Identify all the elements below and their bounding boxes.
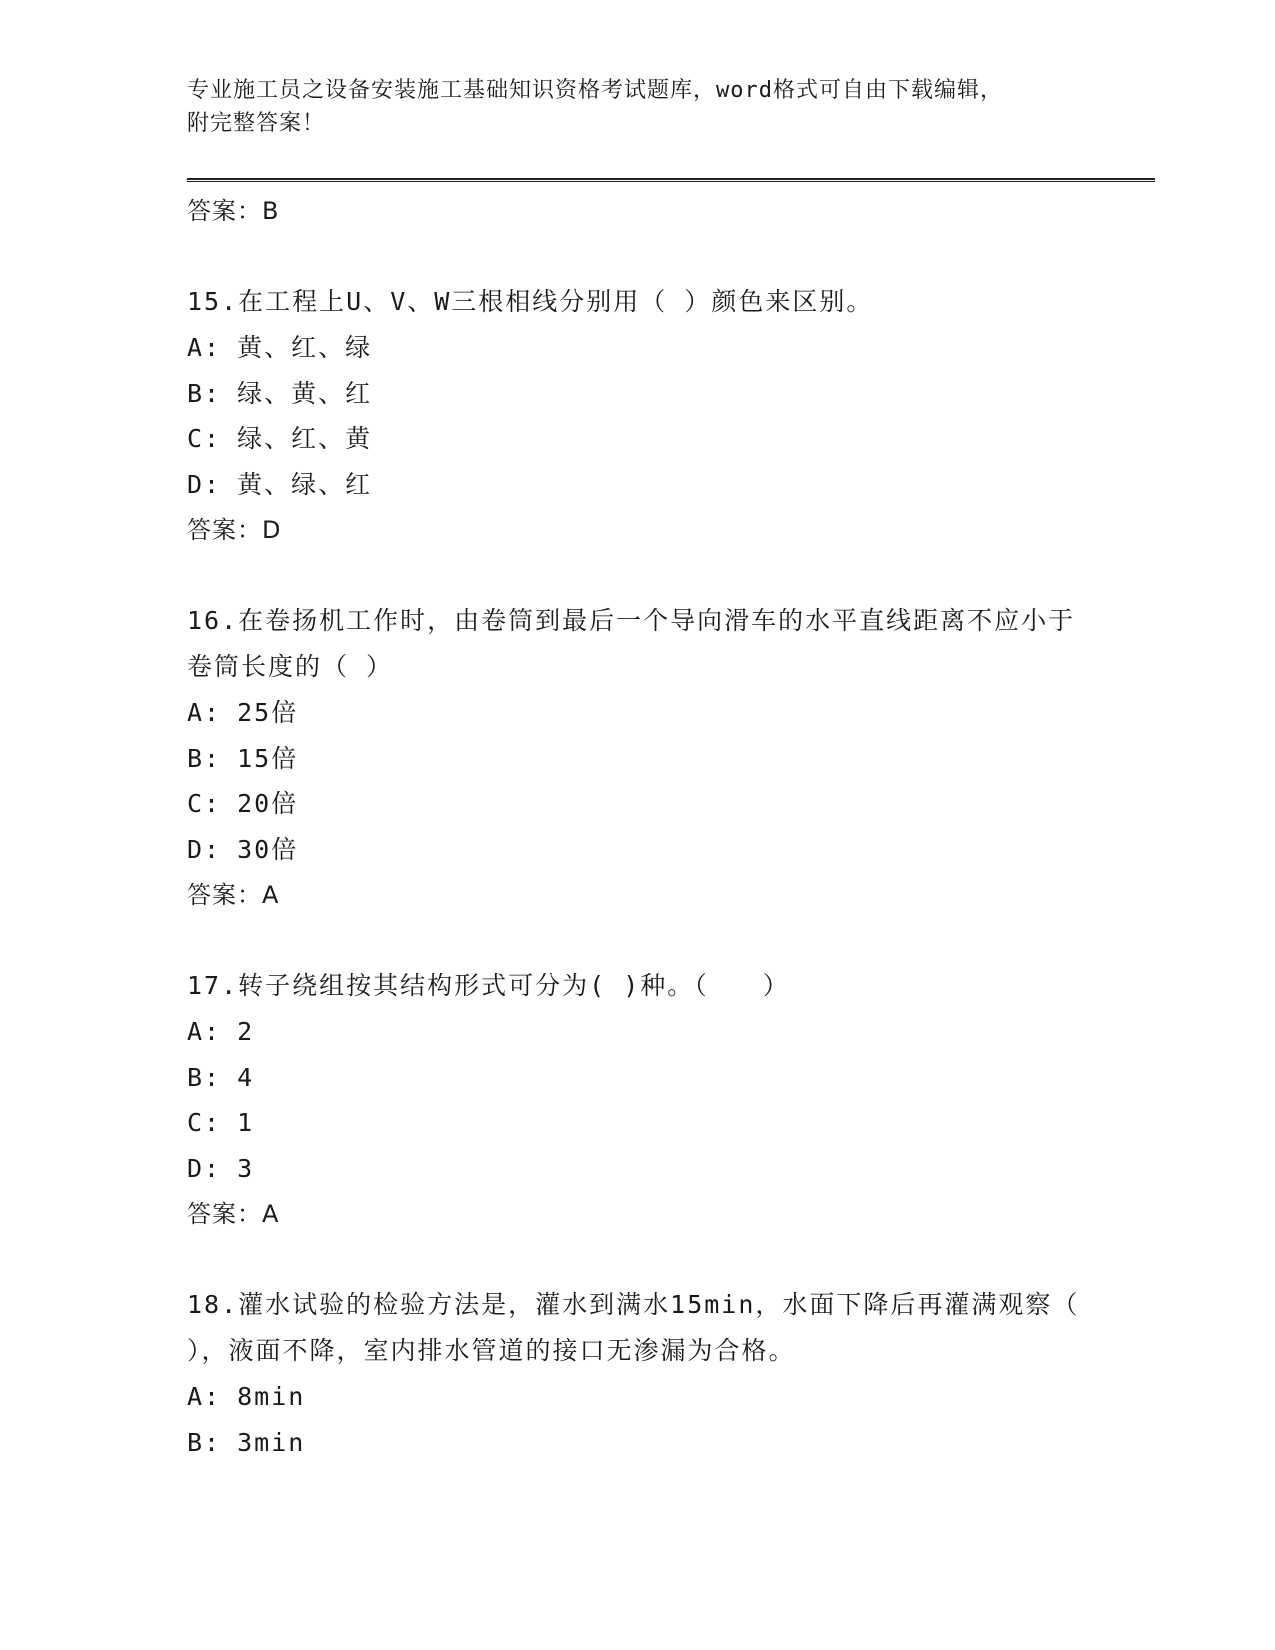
header-line-1: 专业施工员之设备安装施工基础知识资格考试题库，word格式可自由下载编辑，	[187, 78, 1003, 103]
question-number: 18.	[187, 1290, 239, 1319]
question-block	[187, 963, 1087, 1237]
option-b	[187, 371, 1087, 417]
option-b	[187, 1420, 1087, 1466]
header-divider	[187, 178, 1155, 182]
option-a	[187, 1374, 1087, 1420]
option-a	[187, 690, 1087, 736]
answer-value: A	[262, 881, 280, 909]
option-text: 黄、红、绿	[237, 333, 373, 362]
option-a	[187, 325, 1087, 371]
question-stem: 转子绕组按其结构形式可分为( )种。（ ）	[238, 971, 790, 1000]
option-key: B:	[187, 743, 222, 773]
option-text: 绿、黄、红	[237, 378, 373, 408]
option-d	[187, 462, 1087, 508]
question-block	[187, 279, 1087, 553]
question-block	[187, 598, 1087, 918]
option-key: C:	[187, 1108, 222, 1137]
question-text	[187, 598, 1087, 690]
question-number: 17.	[187, 971, 239, 1000]
option-key: A:	[187, 1382, 222, 1411]
option-key: B:	[187, 1062, 222, 1092]
option-text: 25倍	[237, 698, 299, 727]
question-stem: 在工程上U、V、W三根相线分别用（ ）颜色来区别。	[238, 287, 874, 316]
answer-label: 答案：	[187, 516, 262, 544]
option-d	[187, 1146, 1087, 1192]
question-text	[187, 963, 1087, 1009]
answer-line	[187, 188, 1087, 234]
option-text: 2	[237, 1017, 255, 1046]
answer-label: 答案：	[187, 1200, 262, 1228]
option-key: A:	[187, 698, 222, 727]
option-key: A:	[187, 1017, 222, 1046]
question-number: 15.	[187, 287, 239, 316]
option-d	[187, 827, 1087, 873]
option-key: B:	[187, 378, 222, 408]
answer-line	[187, 1191, 1087, 1237]
option-key: B:	[187, 1427, 222, 1457]
question-stem: 在卷扬机工作时，由卷筒到最后一个导向滑车的水平直线距离不应小于卷筒长度的（ ）	[187, 606, 1076, 681]
document-header	[187, 74, 1087, 140]
option-text: 30倍	[237, 834, 299, 864]
answer-label: 答案：	[187, 197, 262, 225]
option-key: C:	[187, 789, 222, 818]
answer-value: B	[262, 197, 280, 225]
option-b	[187, 736, 1087, 782]
option-key: A:	[187, 333, 222, 362]
option-c	[187, 1100, 1087, 1146]
option-c	[187, 781, 1087, 827]
option-c	[187, 416, 1087, 462]
option-text: 15倍	[237, 743, 299, 773]
option-text: 8min	[237, 1382, 306, 1411]
answer-line	[187, 507, 1087, 553]
question-block	[187, 1282, 1087, 1465]
question-text	[187, 1282, 1087, 1374]
option-b	[187, 1055, 1087, 1101]
question-number: 16.	[187, 606, 239, 635]
option-key: D:	[187, 1153, 222, 1183]
question-text	[187, 279, 1087, 325]
option-text: 绿、红、黄	[237, 424, 373, 453]
answer-value: A	[262, 1200, 280, 1228]
answer-line	[187, 872, 1087, 918]
option-text: 3	[237, 1153, 255, 1183]
option-text: 4	[237, 1062, 255, 1092]
question-list	[187, 188, 1087, 1465]
option-key: D:	[187, 469, 222, 499]
option-text: 黄、绿、红	[237, 469, 373, 499]
option-a	[187, 1009, 1087, 1055]
option-text: 20倍	[237, 789, 299, 818]
option-text: 3min	[237, 1427, 306, 1457]
option-text: 1	[237, 1108, 255, 1137]
option-key: D:	[187, 834, 222, 864]
answer-value: D	[262, 516, 282, 544]
option-key: C:	[187, 424, 222, 453]
header-line-2: 附完整答案！	[187, 111, 326, 136]
answer-label: 答案：	[187, 881, 262, 909]
question-stem: 灌水试验的检验方法是，灌水到满水15min，水面下降后再灌满观察（ ），液面不降，室内排水管道的接口无渗漏为合格。	[187, 1290, 1080, 1365]
